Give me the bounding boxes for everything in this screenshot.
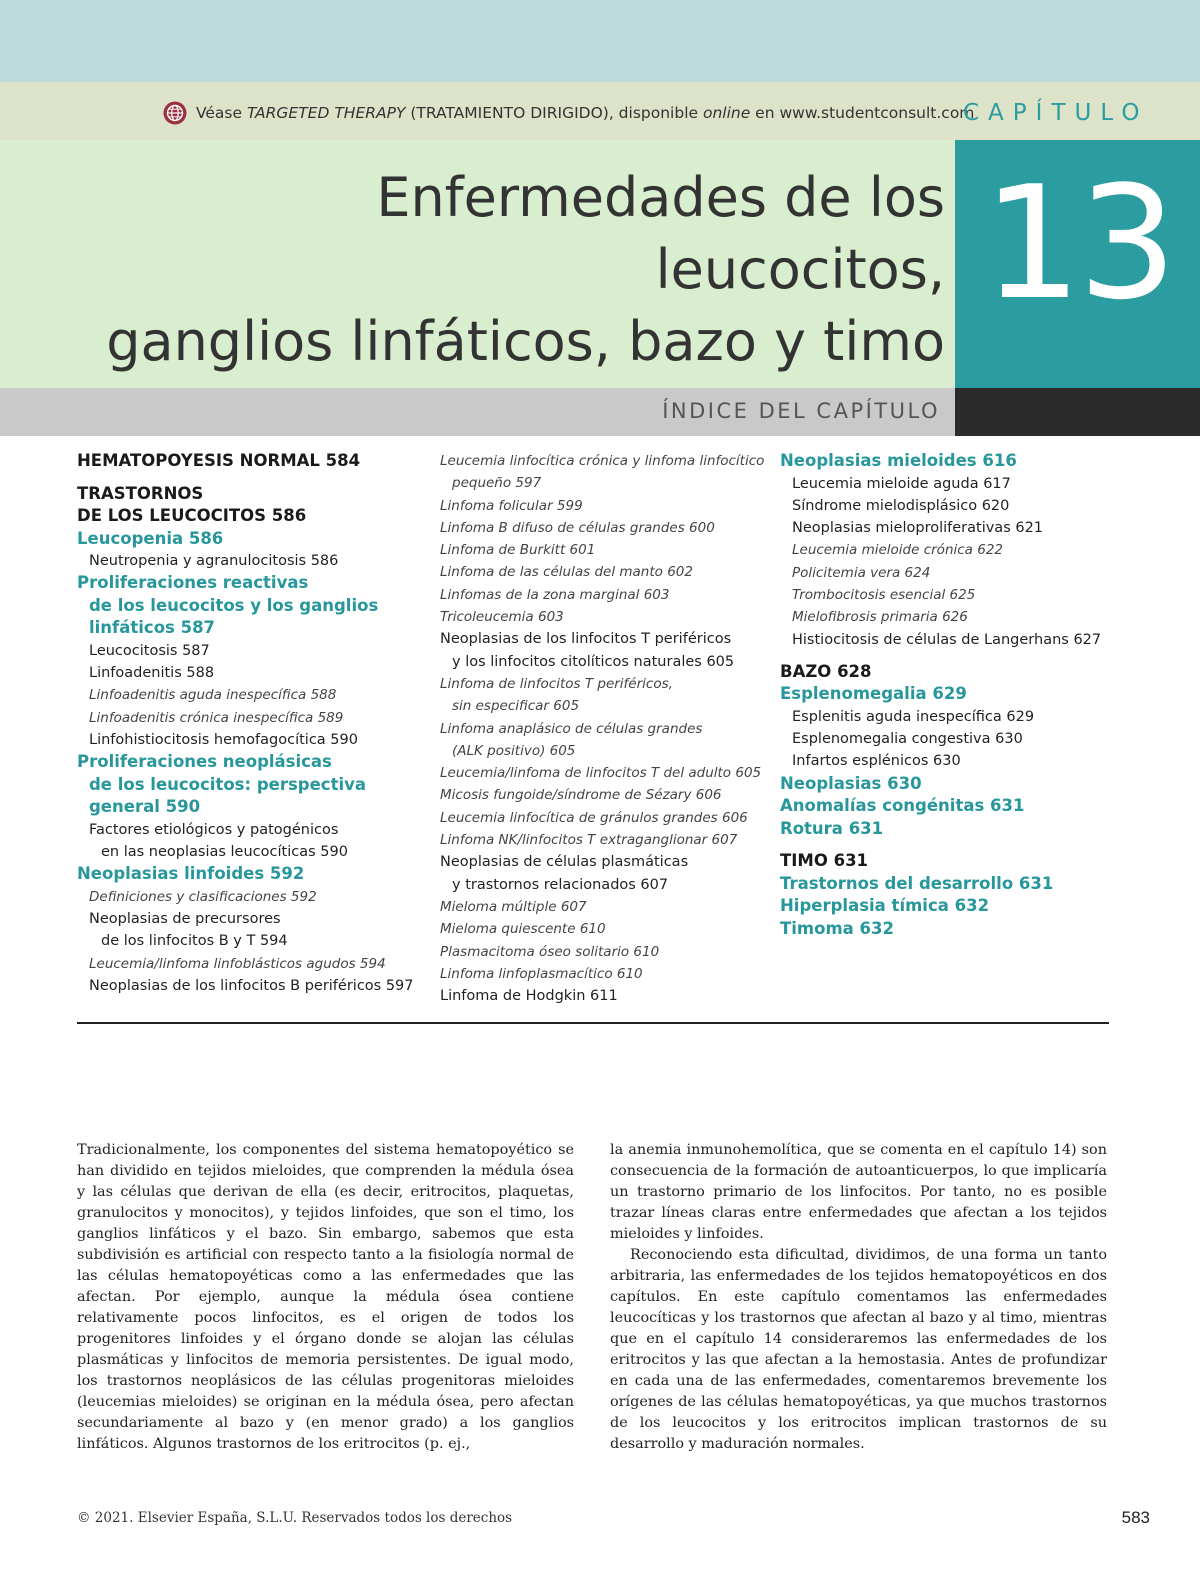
note-prefix: Véase: [196, 104, 247, 122]
toc-column-2: [440, 450, 764, 1007]
toc-entry: linfáticos 587: [89, 618, 216, 638]
toc-divider: [77, 1022, 1109, 1024]
toc-entry: Linfoadenitis 588: [89, 665, 215, 682]
toc-entry: Leucocitosis 587: [89, 642, 210, 659]
toc-entry: en las neoplasias leucocíticas 590: [101, 844, 348, 861]
body-column-1: [77, 1140, 574, 1455]
toc-entry: Síndrome mielodisplásico 620: [792, 497, 1010, 514]
body-paragraph-2: la anemia inmunohemolítica, que se comenta en el capítulo 14) son consecuencia de la formación de autoanticuerpos, lo que implicaría un trastorno primario de los linfocitos. Por tanto, no es posible trazar líneas claras entre enfermedades que afectan a los tejidos mieloides y linfoides.: [610, 1142, 1107, 1242]
toc-entry: Policitemia vera 624: [792, 564, 931, 581]
body-column-2: [610, 1140, 1107, 1455]
toc-entry: y los linfocitos citolíticos naturales 605: [452, 653, 735, 670]
toc-entry: Rotura 631: [780, 818, 884, 838]
note-online: online: [702, 104, 751, 122]
online-note: [196, 104, 974, 122]
index-label: ÍNDICE DEL CAPÍTULO: [662, 399, 940, 423]
toc-entry: Linfohistiocitosis hemofagocítica 590: [89, 731, 358, 748]
toc-entry: Factores etiológicos y patogénicos: [89, 821, 339, 838]
toc-entry: Neoplasias linfoides 592: [77, 864, 305, 884]
toc-entry: Definiciones y clasificaciones 592: [89, 888, 317, 905]
toc-entry: TIMO 631: [780, 851, 869, 871]
toc-entry: (ALK positivo) 605: [452, 742, 576, 759]
toc-entry: Linfoma de las células del manto 602: [440, 564, 693, 581]
toc-entry: Linfoma B difuso de células grandes 600: [440, 519, 715, 536]
toc-entry: Infartos esplénicos 630: [792, 753, 961, 770]
toc-entry: Linfoma de Hodgkin 611: [440, 988, 618, 1005]
toc-entry: TRASTORNOS: [77, 483, 204, 503]
toc-entry: Linfoadenitis crónica inespecífica 589: [89, 709, 344, 726]
toc-entry: Neoplasias 630: [780, 773, 922, 793]
chapter-title-line1: Enfermedades de los leucocitos,: [376, 166, 945, 301]
toc-entry: Leucemia linfocítica crónica y linfoma linfocítico: [440, 453, 765, 469]
toc-entry: Linfoma de Burkitt 601: [440, 542, 596, 559]
toc-entry: Histiocitosis de células de Langerhans 627: [792, 631, 1102, 648]
toc-entry: Linfoma anaplásico de células grandes: [440, 720, 703, 737]
chapter-label: CAPÍTULO: [963, 100, 1149, 126]
toc-entry: Leucemia linfocítica de gránulos grandes 606: [440, 809, 748, 826]
toc-entry: de los leucocitos y los ganglios: [89, 595, 379, 615]
toc-entry: Neutropenia y agranulocitosis 586: [89, 553, 339, 569]
toc-entry: sin especificar 605: [452, 698, 580, 715]
toc-entry: de los leucocitos: perspectiva: [89, 774, 367, 794]
chapter-number: 13: [982, 152, 1174, 334]
toc-entry: Linfoma folicular 599: [440, 497, 583, 514]
toc-entry: Proliferaciones neoplásicas: [77, 752, 332, 772]
toc-entry: Neoplasias mieloides 616: [780, 451, 1017, 470]
toc-entry: Mieloma múltiple 607: [440, 898, 587, 915]
toc-entry: general 590: [89, 797, 201, 817]
toc-entry: Neoplasias de los linfocitos T periféricos: [440, 631, 732, 648]
note-url[interactable]: en www.studentconsult.com: [750, 104, 975, 122]
toc-entry: Esplenomegalia 629: [780, 684, 967, 704]
toc-entry: de los linfocitos B y T 594: [101, 933, 288, 950]
toc-entry: Leucopenia 586: [77, 528, 224, 548]
chapter-title-line2: ganglios linfáticos, bazo y timo: [106, 310, 945, 373]
chapter-title: [95, 162, 945, 378]
toc-entry: Linfoma linfoplasmacítico 610: [440, 965, 643, 982]
toc-entry: Plasmacitoma óseo solitario 610: [440, 943, 660, 960]
toc-entry: Trombocitosis esencial 625: [792, 586, 976, 603]
toc-column-3: [780, 450, 1101, 940]
toc-entry: Anomalías congénitas 631: [780, 796, 1025, 816]
toc-entry: Esplenitis aguda inespecífica 629: [792, 708, 1035, 725]
toc-entry: Neoplasias mieloproliferativas 621: [792, 520, 1044, 537]
toc-entry: Neoplasias de los linfocitos B periféricos 597: [89, 978, 414, 995]
toc-entry: Mielofibrosis primaria 626: [792, 609, 968, 626]
toc-entry: DE LOS LEUCOCITOS 586: [77, 506, 307, 525]
toc-entry: Timoma 632: [780, 918, 894, 938]
toc-entry: Leucemia mieloide crónica 622: [792, 542, 1004, 559]
toc-entry: Micosis fungoide/síndrome de Sézary 606: [440, 787, 722, 804]
note-italic-title: TARGETED THERAPY: [246, 104, 406, 122]
toc-entry: HEMATOPOYESIS NORMAL 584: [77, 451, 361, 470]
toc-entry: BAZO 628: [780, 661, 872, 681]
toc-entry: Linfoma NK/linfocitos T extraganglionar 607: [440, 832, 738, 849]
index-band-dark: [955, 388, 1200, 436]
toc-entry: Linfoma de linfocitos T periféricos,: [440, 675, 673, 692]
toc-entry: Mieloma quiescente 610: [440, 921, 606, 938]
copyright: © 2021. Elsevier España, S.L.U. Reservados todos los derechos: [77, 1510, 513, 1526]
toc-entry: Neoplasias de células plasmáticas: [440, 854, 689, 871]
toc-entry: Tricoleucemia 603: [440, 609, 564, 626]
toc-entry: Esplenomegalia congestiva 630: [792, 731, 1023, 748]
toc-entry: pequeño 597: [452, 475, 542, 492]
toc-entry: Linfoadenitis aguda inespecífica 588: [89, 687, 337, 704]
toc-entry: Leucemia mieloide aguda 617: [792, 475, 1011, 492]
toc-entry: Linfomas de la zona marginal 603: [440, 586, 670, 603]
toc-entry: Neoplasias de precursores: [89, 911, 281, 928]
body-paragraph-3: Reconociendo esta dificultad, dividimos, de una forma un tanto arbitraria, las enfermedades de los tejidos hematopoyéticos en dos capítulos. En este capítulo comentamos las enfermedades leucocíticas y los trastornos que afectan al bazo y al timo, mientras que en el capítulo 14 consideraremos las enfermedades de los eritrocitos y las que afectan a la hemostasia. Antes de profundizar en cada una de las enfermedades, comentaremos brevemente los orígenes de las células hematopoyéticas, ya que muchos trastornos de los leucocitos y los eritrocitos implican trastornos de su desarrollo y maduración normales.: [610, 1247, 1107, 1452]
toc-column-1: [77, 450, 414, 997]
toc-entry: Proliferaciones reactivas: [77, 573, 309, 593]
toc-entry: Trastornos del desarrollo 631: [780, 873, 1054, 893]
globe-icon: [163, 101, 187, 125]
toc-entry: Hiperplasia tímica 632: [780, 896, 990, 916]
toc-entry: Leucemia/linfoma de linfocitos T del adulto 605: [440, 765, 762, 782]
toc-entry: y trastornos relacionados 607: [452, 876, 669, 893]
note-mid: (TRATAMIENTO DIRIGIDO), disponible: [405, 104, 703, 122]
toc-entry: Leucemia/linfoma linfoblásticos agudos 594: [89, 955, 386, 972]
top-band: [0, 0, 1200, 82]
body-paragraph-1: Tradicionalmente, los componentes del sistema hematopoyético se han dividido en tejidos mieloides, que comprenden la médula ósea y las células que derivan de ella (es decir, eritrocitos, plaquetas, granulocitos y monocitos), y tejidos linfoides, que son el timo, los ganglios linfáticos y el bazo. Sin embargo, sabemos que esta subdivisión es artificial con respecto tanto a la fisiología normal de las células hematopoyéticas como a las enfermedades que las afectan. Por ejemplo, aunque la médula ósea contiene relativamente pocos linfocitos, es el origen de todos los progenitores linfoides y el órgano donde se alojan las células plasmáticas y linfocitos de memoria persistentes. De igual modo, los trastornos neoplásicos de las células progenitoras mieloides (leucemias mieloides) se originan en la médula ósea, pero afectan secundariamente al bazo y (en menor grado) a los ganglios linfáticos. Algunos trastornos de los eritrocitos (p. ej.,: [77, 1142, 574, 1452]
page-number: 583: [1121, 1508, 1150, 1527]
